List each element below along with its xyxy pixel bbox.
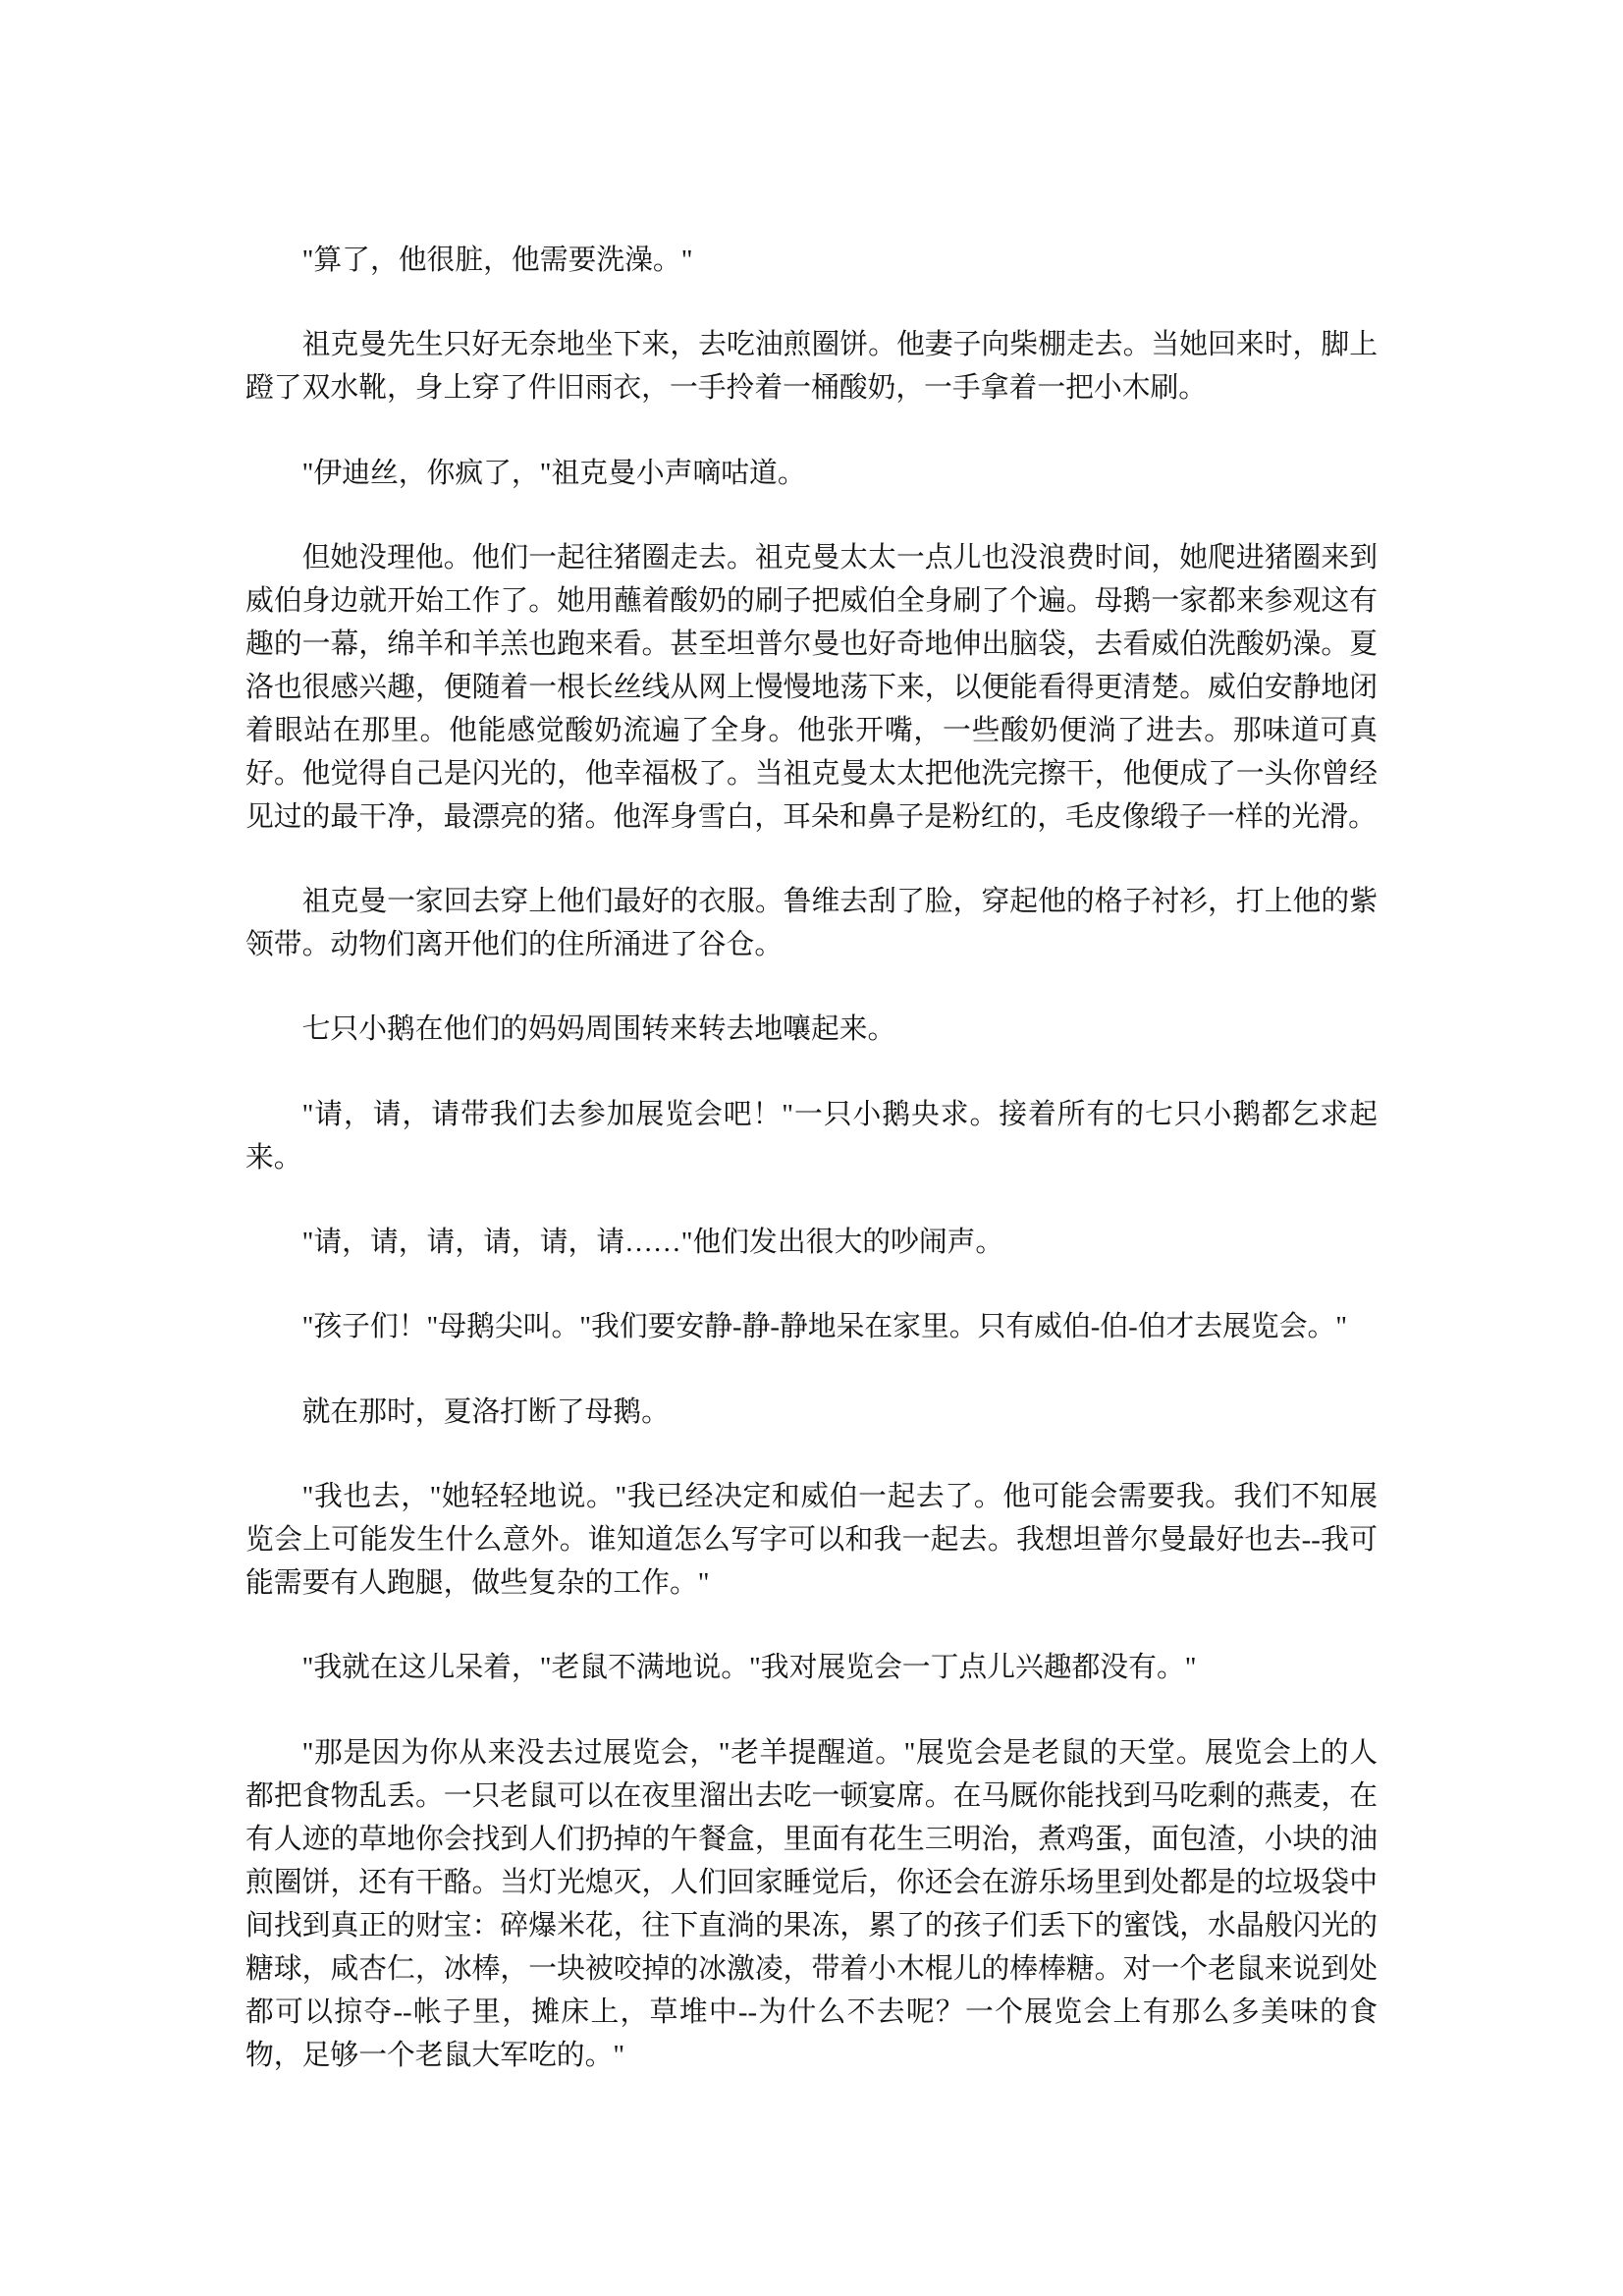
- paragraph: 就在那时，夏洛打断了母鹅。: [301, 1395, 670, 1428]
- paragraph: "那是因为你从来没去过展览会，"老羊提醒道。"展览会是老鼠的天堂。展览会上的人都把食物乱丢。一只老鼠可以在夜里溜出去吃一顿宴席。在马厩你能找到马吃剩的燕麦，在有人迹的草地你会找到人们扔掉的午餐盒，里面有花生三明治，煮鸡蛋，面包渣，小块的油煎圈饼，还有干酪。当灯光熄灭，人们回家睡觉后，你还会在游乐场里到处都是的垃圾袋中间找到真正的财宝：碎爆米花，往下直淌的果冻，累了的孩子们丢下的蜜饯，水晶般闪光的糖球，咸杏仁，冰棒，一块被咬掉的冰激凌，带着小木棍儿的棒棒糖。对一个老鼠来说到处都可以掠夺--帐子里，摊床上，草堆中--为什么不去呢？一个展览会上有那么多美味的食物，足够一个老鼠大军吃的。": [245, 1736, 1378, 2071]
- paragraph: 七只小鹅在他们的妈妈周围转来转去地嚷起来。: [301, 1013, 896, 1046]
- paragraph: 但她没理他。他们一起往猪圈走去。祖克曼太太一点儿也没浪费时间，她爬进猪圈来到威伯身边就开始工作了。她用蘸着酸奶的刷子把威伯全身刷了个遍。母鹅一家都来参观这有趣的一幕，绵羊和羊羔也跑来看。甚至坦普尔曼也好奇地伸出脑袋，去看威伯洗酸奶澡。夏洛也很感兴趣，便随着一根长丝线从网上慢慢地荡下来，以便能看得更清楚。威伯安静地闭着眼站在那里。他能感觉酸奶流遍了全身。他张开嘴，一些酸奶便淌了进去。那味道可真好。他觉得自己是闪光的，他幸福极了。当祖克曼太太把他洗完擦干，他便成了一头你曾经见过的最干净，最漂亮的猪。他浑身雪白，耳朵和鼻子是粉红的，毛皮像缎子一样的光滑。: [245, 541, 1378, 833]
- paragraph: "我就在这儿呆着，"老鼠不满地说。"我对展览会一丁点儿兴趣都没有。": [301, 1652, 1197, 1684]
- paragraph: "算了，他很脏，他需要洗澡。": [301, 245, 693, 276]
- document-page: [245, 239, 1378, 2118]
- paragraph: 祖克曼一家回去穿上他们最好的衣服。鲁维去刮了脸，穿起他的格子衬衫，打上他的紫领带。动物们离开他们的住所涌进了谷仓。: [245, 886, 1378, 961]
- paragraph: "伊迪丝，你疯了，"祖克曼小声嘀咕道。: [301, 457, 806, 489]
- paragraph: "请，请，请，请，请，请……"他们发出很大的吵闹声。: [301, 1227, 1004, 1259]
- paragraph: 祖克曼先生只好无奈地坐下来，去吃油煎圈饼。他妻子向柴棚走去。当她回来时，脚上蹬了双水靴，身上穿了件旧雨衣，一手拎着一桶酸奶，一手拿着一把小木刷。: [245, 329, 1378, 405]
- paragraph: "孩子们！"母鹅尖叫。"我们要安静-静-静地呆在家里。只有威伯-伯-伯才去展览会。": [301, 1311, 1348, 1343]
- paragraph: "请，请，请带我们去参加展览会吧！"一只小鹅央求。接着所有的七只小鹅都乞求起来。: [245, 1098, 1378, 1174]
- paragraph: "我也去，"她轻轻地说。"我已经决定和威伯一起去了。他可能会需要我。我们不知展览会上可能发生什么意外。谁知道怎么写字可以和我一起去。我想坦普尔曼最好也去--我可能需要有人跑腿，做些复杂的工作。": [245, 1480, 1378, 1599]
